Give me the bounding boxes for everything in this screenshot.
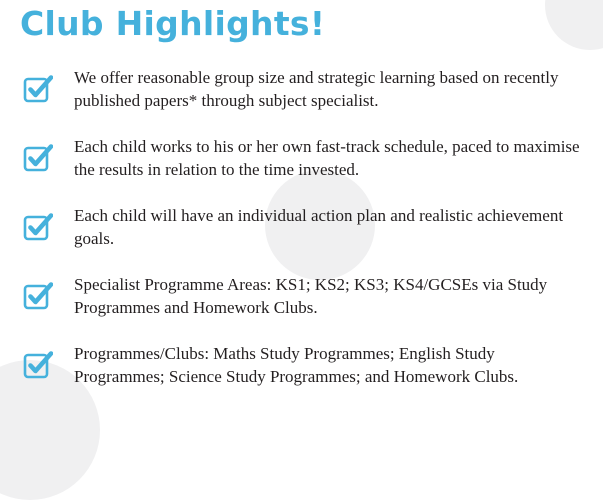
- checkbox-checked-icon: [23, 281, 53, 311]
- page-title: Club Highlights!: [20, 4, 326, 43]
- checkbox-checked-icon: [23, 212, 53, 242]
- list-item-text: Each child works to his or her own fast-track schedule, paced to maximise the results in relation to the time invested.: [74, 137, 580, 179]
- list-item: [0, 342, 603, 411]
- checkbox-checked-icon: [23, 74, 53, 104]
- checkbox-checked-icon: [23, 143, 53, 173]
- list-item: [0, 66, 603, 135]
- list-item: [0, 204, 603, 273]
- checkbox-checked-icon: [23, 350, 53, 380]
- highlights-list: [0, 66, 603, 411]
- list-item-text: Each child will have an individual action plan and realistic achievement goals.: [74, 206, 564, 248]
- list-item-text: Specialist Programme Areas: KS1; KS2; KS3; KS4/GCSEs via Study Programmes and Homework Clubs.: [74, 275, 548, 317]
- list-item: [0, 135, 603, 204]
- background-circle: [545, 0, 603, 50]
- list-item-text: We offer reasonable group size and strategic learning based on recently published papers* through subject specialist.: [74, 68, 559, 110]
- list-item-text: Programmes/Clubs: Maths Study Programmes; English Study Programmes; Science Study Programmes; and Homework Clubs.: [74, 344, 519, 386]
- list-item: [0, 273, 603, 342]
